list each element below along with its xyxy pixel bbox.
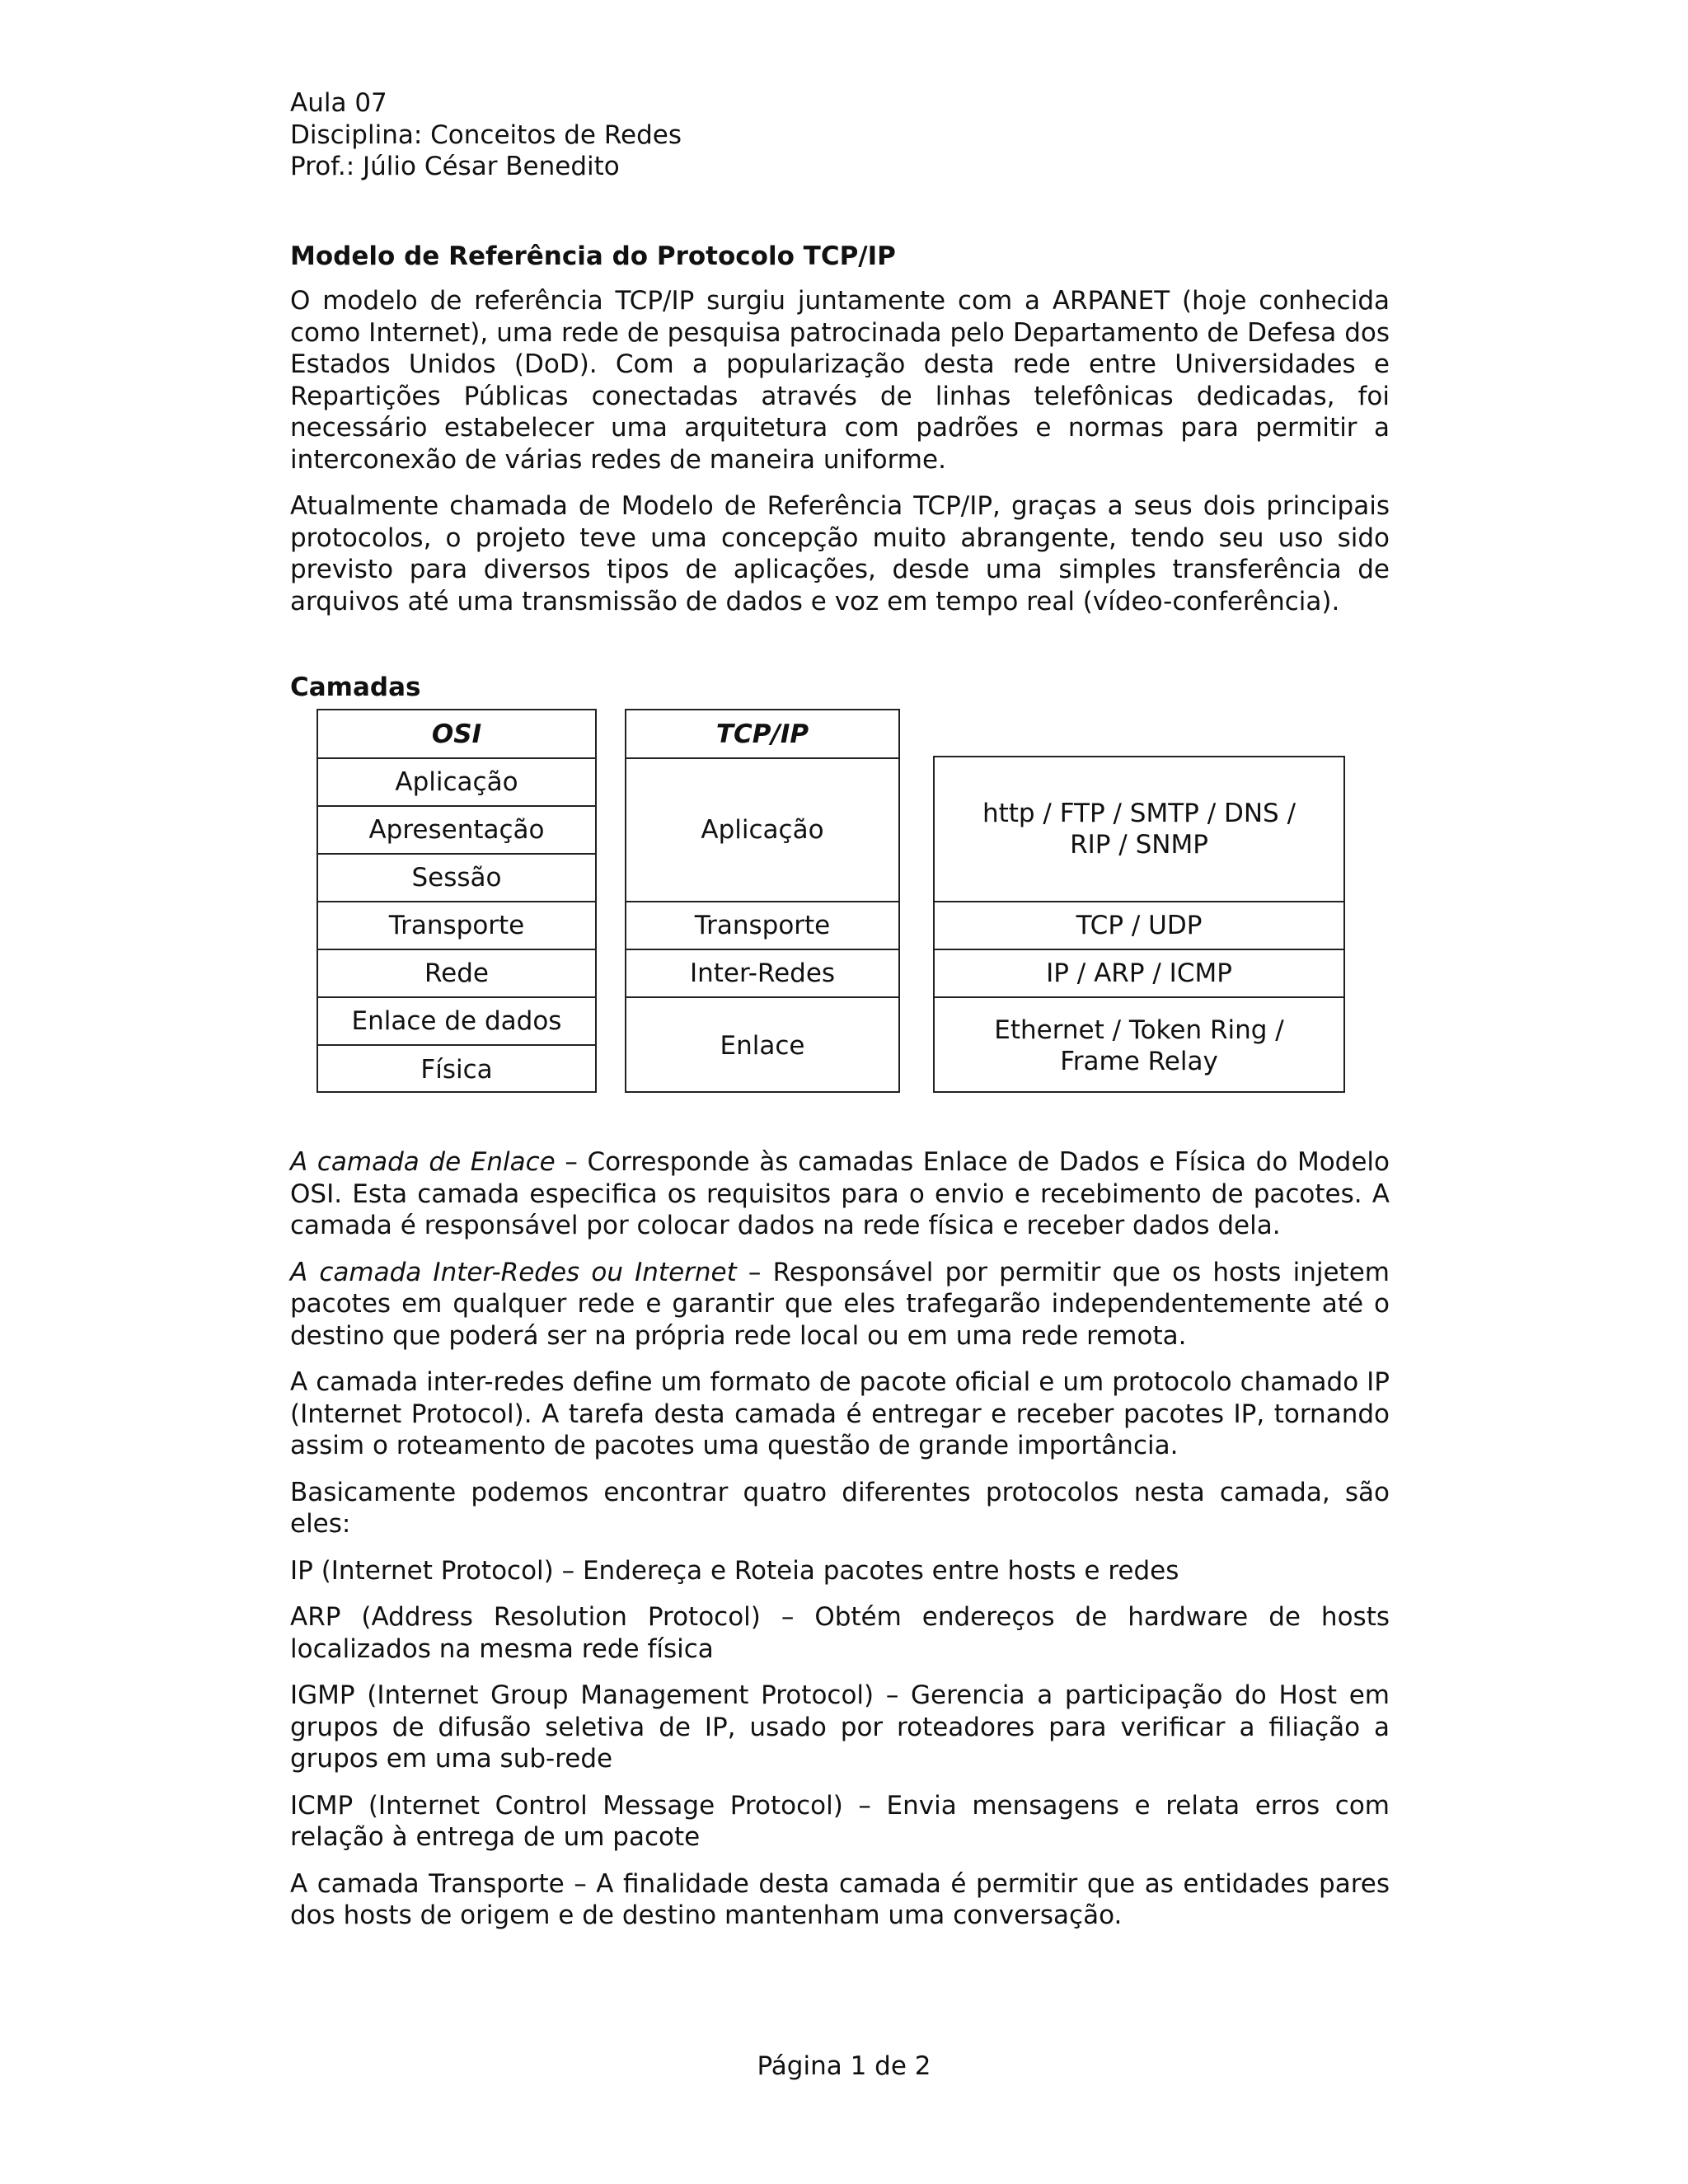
protocols-link [935,996,1343,1093]
transport-paragraph: A camada Transporte – A finalidade desta camada é permitir que as entidades pares dos hosts de origem e de destino mantenham uma conversação. [290,1868,1390,1930]
osi-layer: Física [318,1044,595,1093]
protocols-application [935,757,1343,901]
inter-redes-label: A camada Inter-Redes ou Internet [290,1257,737,1287]
protocols-application-line: RIP / SNMP [1070,830,1208,860]
tcpip-table [625,709,900,1093]
protocols-link-line: Ethernet / Token Ring / [994,1015,1284,1045]
course-header [290,87,1390,183]
document-body [290,1146,1390,1932]
protocols-internet: IP / ARP / ICMP [935,949,1343,996]
enlace-paragraph [290,1146,1390,1242]
tcpip-header: TCP/IP [715,719,809,749]
inter-redes-paragraph [290,1257,1390,1352]
professor-label: Prof.: Júlio César Benedito [290,152,620,181]
osi-table [316,709,597,1093]
tcpip-layer: Enlace [626,996,898,1093]
lesson-label: Aula 07 [290,88,387,118]
osi-header: OSI [431,719,482,749]
osi-layer: Apresentação [318,805,595,853]
enlace-label: A camada de Enlace [290,1147,556,1177]
protocols-table [933,756,1345,1093]
osi-layer: Enlace de dados [318,996,595,1044]
tcpip-layer: Aplicação [626,757,898,901]
osi-layer: Aplicação [318,757,595,805]
packet-format-paragraph: A camada inter-redes define um formato de pacote oficial e um protocolo chamado IP (Internet Protocol). A tarefa desta camada é entregar e receber pacotes IP, tornando assim o roteamento de pacotes uma questão de grande importância. [290,1367,1390,1460]
enlace-text: – Corresponde às camadas Enlace de Dados e Física do Modelo OSI. Esta camada especifica os requisitos para o envio e recebimento de pacotes. A camada é responsável por colocar dados na rede física e receber dados dela. [290,1147,1390,1240]
osi-layer: Sessão [318,853,595,901]
camadas-heading: Camadas [290,673,421,702]
osi-layer: Transporte [318,901,595,949]
tcpip-layer: Inter-Redes [626,949,898,996]
icmp-paragraph: ICMP (Internet Control Message Protocol) – Envia mensagens e relata erros com relação à entrega de um pacote [290,1790,1390,1852]
discipline-label: Disciplina: Conceitos de Redes [290,120,682,150]
tcpip-layer: Transporte [626,901,898,949]
page-title: Modelo de Referência do Protocolo TCP/IP [290,241,896,271]
ip-paragraph: IP (Internet Protocol) – Endereça e Roteia pacotes entre hosts e redes [290,1555,1179,1586]
inter-redes-text: – Responsável por permitir que os hosts injetem pacotes em qualquer rede e garantir que eles trafegarão independentemente até o destino que poderá ser na própria rede local ou em uma rede remota. [290,1257,1390,1351]
igmp-paragraph: IGMP (Internet Group Management Protocol) – Gerencia a participação do Host em grupos de difusão seletiva de IP, usado por roteadores para verificar a filiação a grupos em uma sub-rede [290,1680,1390,1774]
document-top [290,87,1390,617]
protocols-intro-paragraph: Basicamente podemos encontrar quatro diferentes protocolos nesta camada, são eles: [290,1477,1390,1539]
osi-layer: Rede [318,949,595,996]
arp-paragraph: ARP (Address Resolution Protocol) – Obtém endereços de hardware de hosts localizados na mesma rede física [290,1602,1390,1664]
protocols-application-line: http / FTP / SMTP / DNS / [982,799,1296,828]
intro-paragraph-2: Atualmente chamada de Modelo de Referência TCP/IP, graças a seus dois principais protocolos, o projeto teve uma concepção muito abrangente, tendo seu uso sido previsto para diversos tipos de aplicações, desde uma simples transferência de arquivos até uma transmissão de dados e voz em tempo real (vídeo-conferência). [290,491,1390,616]
protocols-link-line: Frame Relay [1060,1046,1218,1076]
page-number: Página 1 de 2 [757,2051,931,2081]
intro-paragraph-1: O modelo de referência TCP/IP surgiu juntamente com a ARPANET (hoje conhecida como Internet), uma rede de pesquisa patrocinada pelo Departamento de Defesa dos Estados Unidos (DoD). Com a popularização desta rede entre Universidades e Repartições Públicas conectadas através de linhas telefônicas dedicadas, foi necessário estabelecer uma arquitetura com padrões e normas para permitir a interconexão de várias redes de maneira uniforme. [290,286,1390,475]
protocols-transport: TCP / UDP [935,901,1343,949]
